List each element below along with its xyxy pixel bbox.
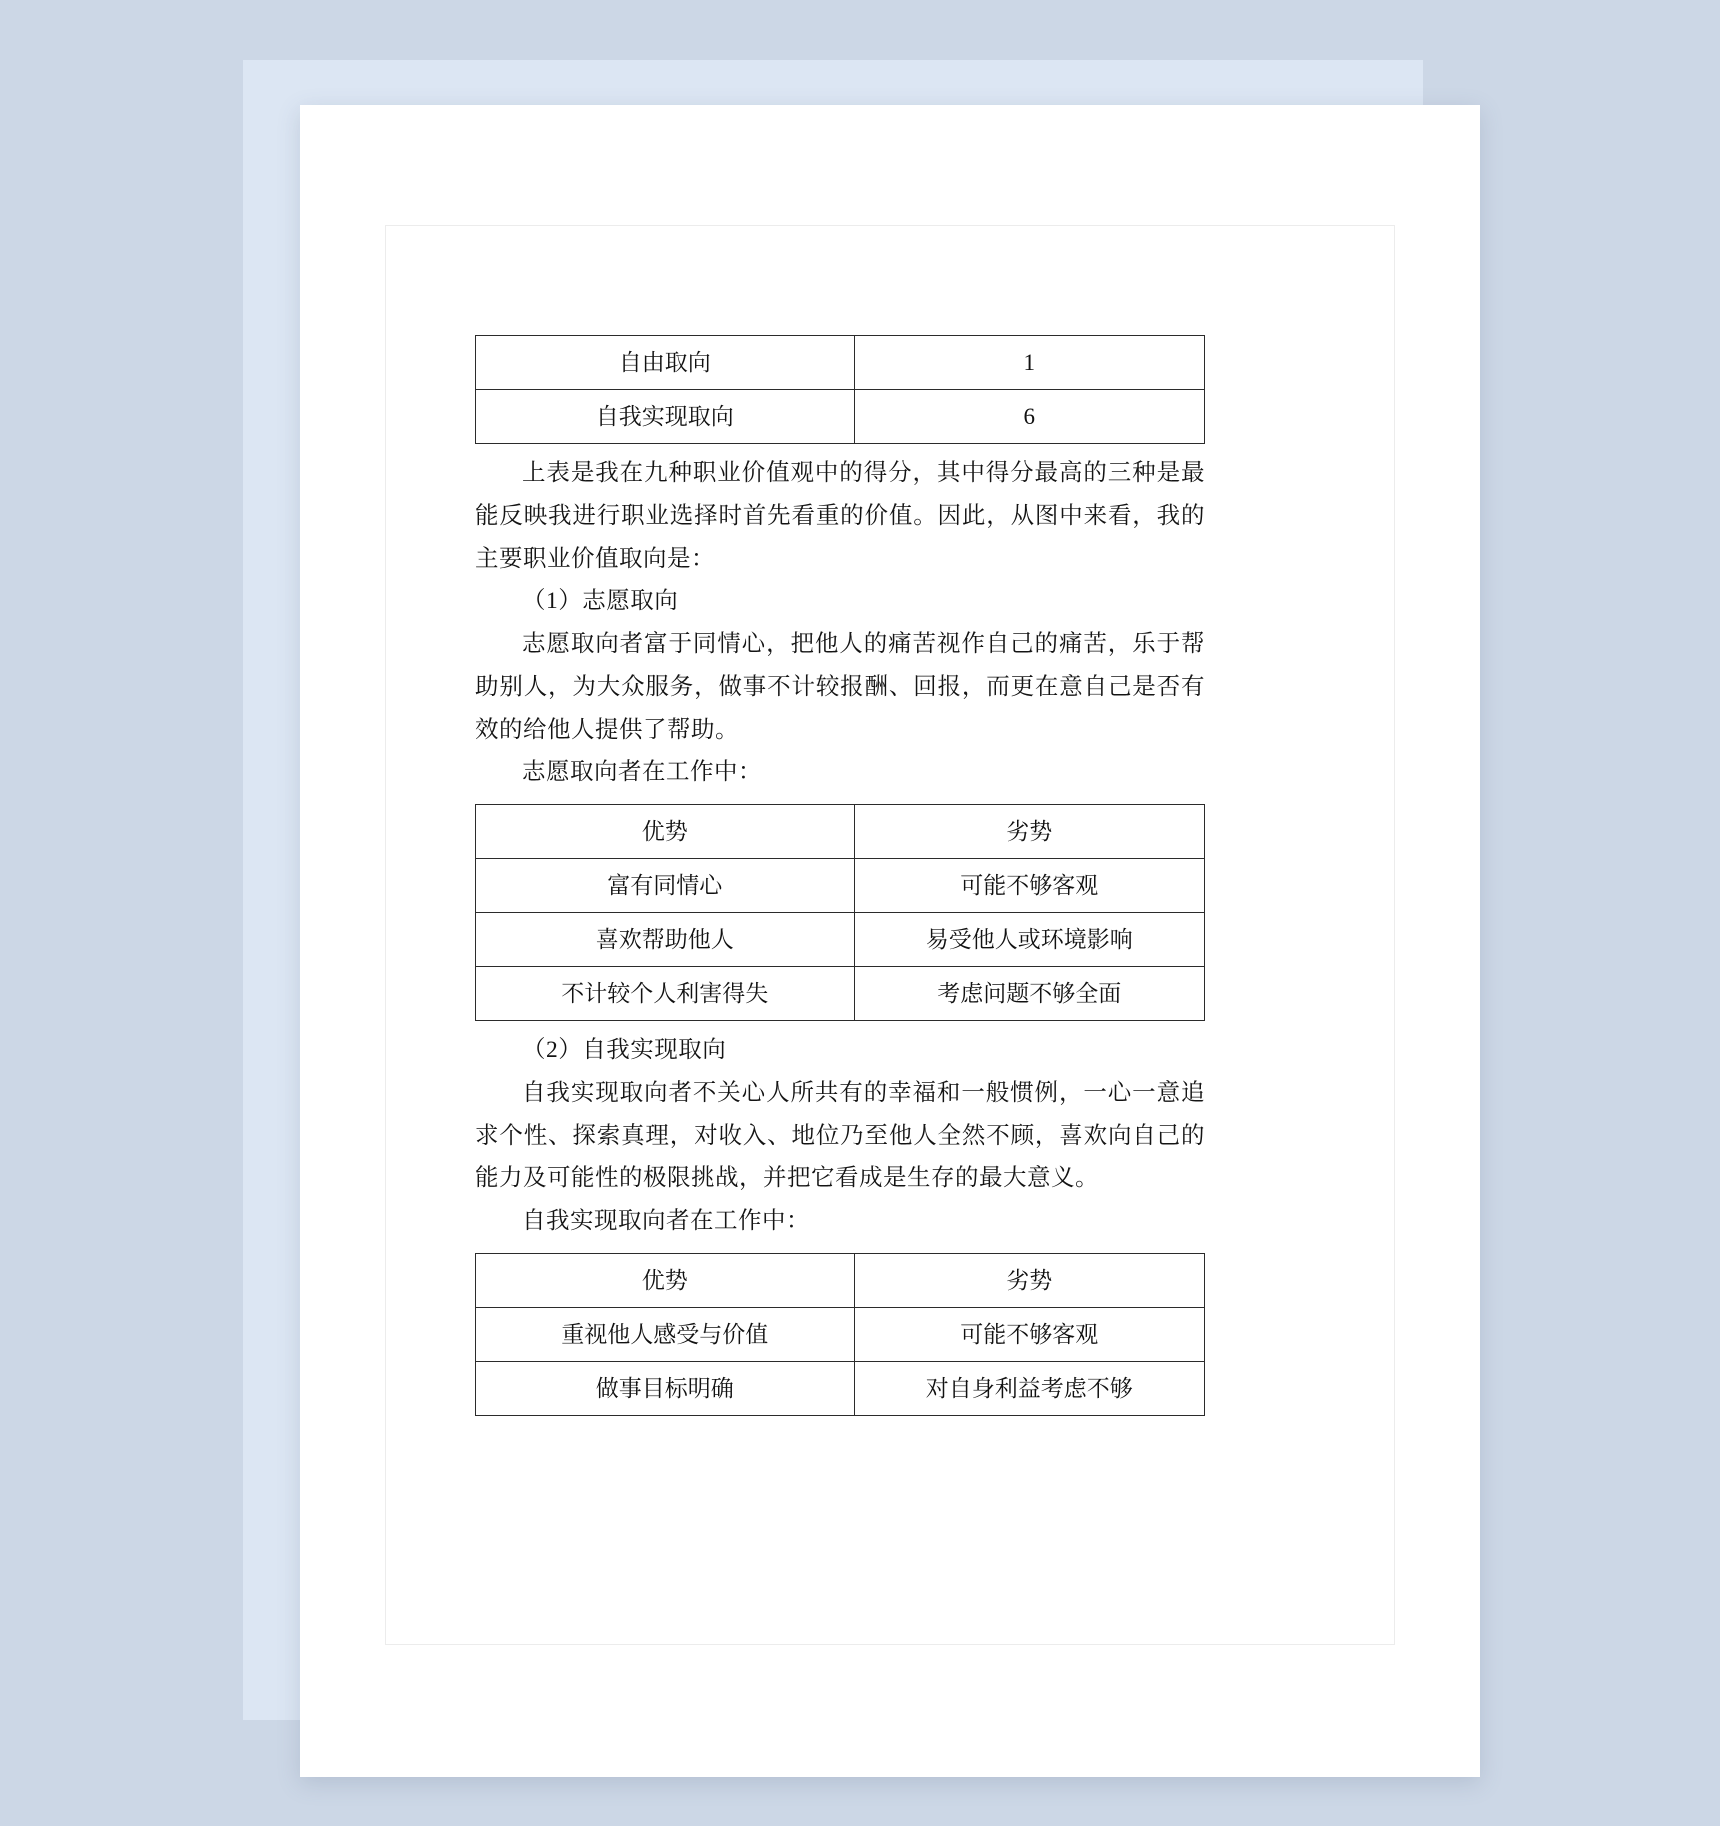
- column-header-pros: 优势: [476, 1253, 855, 1307]
- paragraph-intro: 上表是我在九种职业价值观中的得分，其中得分最高的三种是最能反映我进行职业选择时首先看重的价值。因此，从图中来看，我的主要职业价值取向是：: [475, 460, 1205, 572]
- table-row: [476, 859, 1205, 913]
- cell-pros: 重视他人感受与价值: [476, 1307, 855, 1361]
- document-page: [300, 105, 1480, 1777]
- paragraph-self-actualization: 自我实现取向者不关心人所共有的幸福和一般惯例，一心一意追求个性、探索真理，对收入、地位乃至他人全然不顾，喜欢向自己的能力及可能性的极限挑战，并把它看成是生存的最大意义。: [475, 1079, 1205, 1192]
- heading-self-actualization: （2）自我实现取向: [522, 1037, 727, 1064]
- cell-pros: 富有同情心: [476, 859, 855, 913]
- score-value: 1: [854, 336, 1204, 390]
- cell-cons: 考虑问题不够全面: [854, 967, 1204, 1021]
- heading-volunteer: （1）志愿取向: [522, 588, 679, 615]
- volunteer-pros-cons-table: [475, 804, 1205, 1021]
- caption-volunteer-table: 志愿取向者在工作中：: [522, 759, 762, 786]
- cell-pros: 喜欢帮助他人: [476, 913, 855, 967]
- column-header-pros: 优势: [476, 805, 855, 859]
- table-header-row: [476, 1253, 1205, 1307]
- score-value: 6: [854, 390, 1204, 444]
- cell-cons: 对自身利益考虑不够: [854, 1361, 1204, 1415]
- table-row: [476, 336, 1205, 390]
- cell-pros: 不计较个人利害得失: [476, 967, 855, 1021]
- cell-cons: 可能不够客观: [854, 859, 1204, 913]
- document-body: [475, 335, 1205, 1416]
- column-header-cons: 劣势: [854, 805, 1204, 859]
- table-row: [476, 967, 1205, 1021]
- cell-pros: 做事目标明确: [476, 1361, 855, 1415]
- table-header-row: [476, 805, 1205, 859]
- column-header-cons: 劣势: [854, 1253, 1204, 1307]
- score-label: 自由取向: [476, 336, 855, 390]
- table-row: [476, 1361, 1205, 1415]
- score-label: 自我实现取向: [476, 390, 855, 444]
- table-row: [476, 1307, 1205, 1361]
- table-row: [476, 390, 1205, 444]
- cell-cons: 易受他人或环境影响: [854, 913, 1204, 967]
- cell-cons: 可能不够客观: [854, 1307, 1204, 1361]
- table-row: [476, 913, 1205, 967]
- score-table: [475, 335, 1205, 444]
- paragraph-volunteer: 志愿取向者富于同情心，把他人的痛苦视作自己的痛苦，乐于帮助别人，为大众服务，做事不计较报酬、回报，而更在意自己是否有效的给他人提供了帮助。: [475, 631, 1205, 743]
- self-actualization-pros-cons-table: [475, 1253, 1205, 1416]
- caption-self-actualization-table: 自我实现取向者在工作中：: [522, 1208, 810, 1235]
